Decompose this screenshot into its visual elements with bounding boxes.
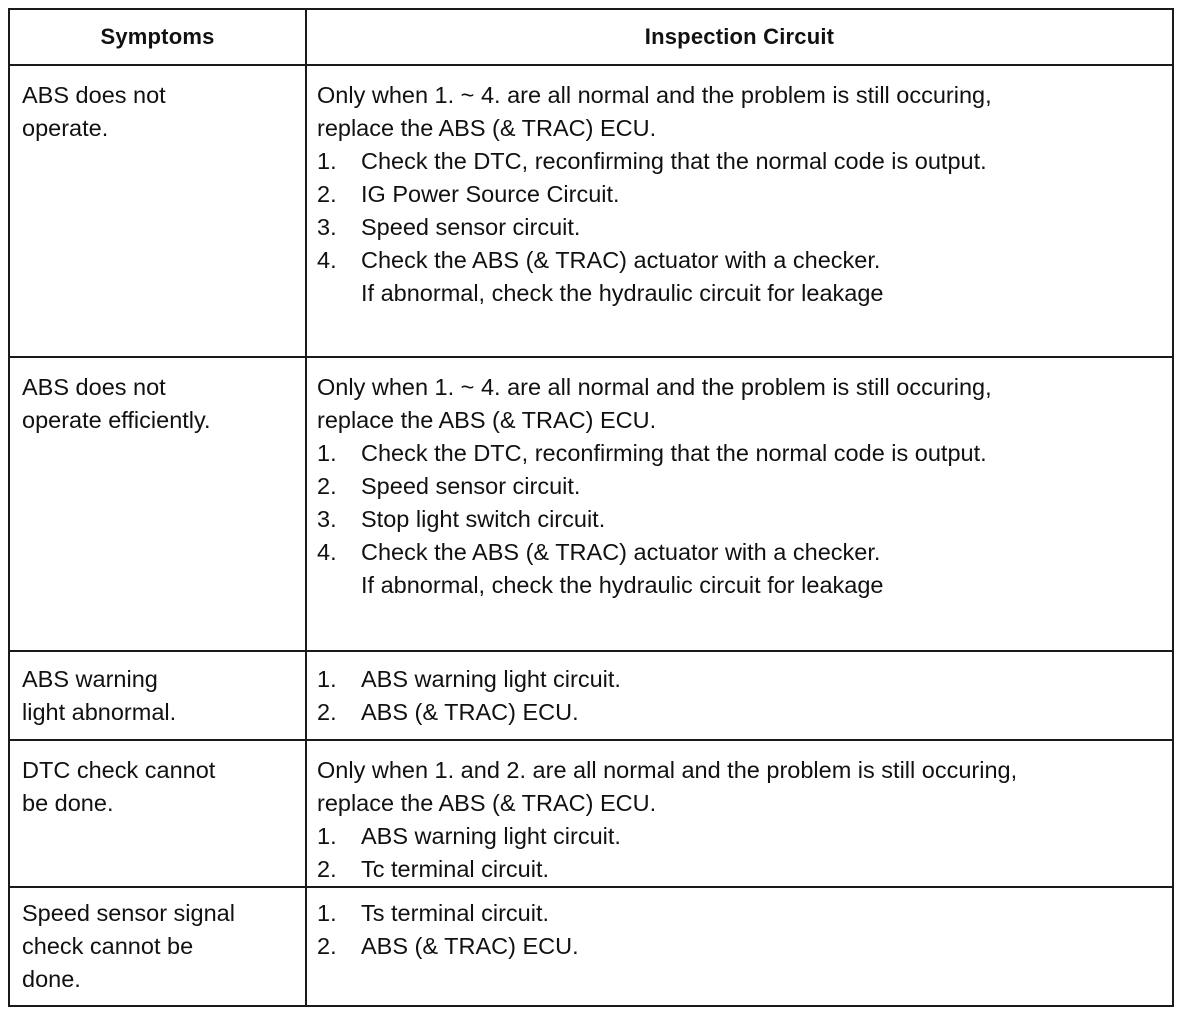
step-text-block [361, 178, 620, 211]
step-number: 4. [317, 539, 337, 565]
inspection-step [317, 244, 1162, 310]
step-number: 1. [317, 440, 337, 466]
inspection-intro-line: replace the ABS (& TRAC) ECU. [317, 407, 657, 433]
step-text: ABS warning light circuit. [361, 823, 621, 849]
symptom-cell [9, 65, 306, 357]
step-text: Ts terminal circuit. [361, 900, 550, 926]
step-text-block [361, 437, 987, 470]
step-text: ABS (& TRAC) ECU. [361, 699, 579, 725]
symptom-line: Speed sensor signal [22, 900, 235, 926]
inspection-step [317, 696, 1162, 729]
inspection-step [317, 145, 1162, 178]
header-inspection-circuit: Inspection Circuit [306, 9, 1173, 65]
step-subtext: If abnormal, check the hydraulic circuit for leakage [361, 572, 884, 598]
step-text-block [361, 853, 549, 886]
inspection-intro-line: Only when 1. ~ 4. are all normal and the problem is still occuring, [317, 82, 992, 108]
step-text-block [361, 930, 579, 963]
table-row [9, 651, 1173, 740]
inspection-cell [306, 357, 1173, 651]
inspection-cell [306, 651, 1173, 740]
step-text: Speed sensor circuit. [361, 214, 581, 240]
symptom-cell [9, 357, 306, 651]
inspection-step [317, 503, 1162, 536]
inspection-step [317, 663, 1162, 696]
step-number: 3. [317, 506, 337, 532]
inspection-intro-line: Only when 1. and 2. are all normal and the problem is still occuring, [317, 757, 1018, 783]
step-text-block [361, 663, 621, 696]
step-number: 3. [317, 214, 337, 240]
inspection-step [317, 211, 1162, 244]
step-number: 2. [317, 699, 337, 725]
step-text-block [361, 897, 549, 930]
symptom-line: ABS warning [22, 666, 158, 692]
inspection-step [317, 853, 1162, 886]
step-number: 4. [317, 247, 337, 273]
symptom-line: check cannot be [22, 933, 194, 959]
symptom-cell [9, 887, 306, 1006]
step-text-block [361, 145, 987, 178]
step-text: Check the DTC, reconfirming that the normal code is output. [361, 440, 987, 466]
table-body [9, 65, 1173, 1006]
inspection-step [317, 820, 1162, 853]
step-text-block [361, 820, 621, 853]
table-row [9, 357, 1173, 651]
symptom-line: be done. [22, 790, 114, 816]
inspection-step [317, 178, 1162, 211]
table-row [9, 65, 1173, 357]
symptom-line: DTC check cannot [22, 757, 216, 783]
step-text-block [361, 696, 579, 729]
table-header-row [9, 9, 1173, 65]
inspection-intro-line: replace the ABS (& TRAC) ECU. [317, 790, 657, 816]
inspection-step [317, 470, 1162, 503]
step-text: Stop light switch circuit. [361, 506, 606, 532]
symptom-line: operate efficiently. [22, 407, 211, 433]
symptom-cell [9, 740, 306, 887]
step-text: Check the ABS (& TRAC) actuator with a checker. [361, 539, 881, 565]
step-text: Check the ABS (& TRAC) actuator with a checker. [361, 247, 881, 273]
symptom-line: done. [22, 966, 81, 992]
inspection-step [317, 437, 1162, 470]
step-text: Tc terminal circuit. [361, 856, 550, 882]
inspection-intro-line: replace the ABS (& TRAC) ECU. [317, 115, 657, 141]
inspection-step [317, 930, 1162, 963]
step-number: 2. [317, 473, 337, 499]
step-text-block [361, 536, 883, 602]
step-text: Speed sensor circuit. [361, 473, 581, 499]
step-number: 1. [317, 823, 337, 849]
inspection-step [317, 536, 1162, 602]
step-number: 1. [317, 148, 337, 174]
step-number: 1. [317, 900, 337, 926]
symptom-cell [9, 651, 306, 740]
symptom-line: light abnormal. [22, 699, 177, 725]
header-symptoms: Symptoms [9, 9, 306, 65]
step-number: 2. [317, 181, 337, 207]
inspection-table [8, 8, 1174, 1007]
step-number: 1. [317, 666, 337, 692]
inspection-cell [306, 740, 1173, 887]
step-number: 2. [317, 856, 337, 882]
step-text-block [361, 470, 580, 503]
step-text-block [361, 211, 580, 244]
step-text: ABS warning light circuit. [361, 666, 621, 692]
step-text: ABS (& TRAC) ECU. [361, 933, 579, 959]
inspection-cell [306, 65, 1173, 357]
step-text: Check the DTC, reconfirming that the normal code is output. [361, 148, 987, 174]
step-text-block [361, 503, 605, 536]
step-text-block [361, 244, 883, 310]
step-subtext: If abnormal, check the hydraulic circuit for leakage [361, 280, 884, 306]
symptom-line: ABS does not [22, 374, 166, 400]
inspection-cell [306, 887, 1173, 1006]
inspection-intro-line: Only when 1. ~ 4. are all normal and the problem is still occuring, [317, 374, 992, 400]
table-row [9, 887, 1173, 1006]
table-row [9, 740, 1173, 887]
symptom-line: ABS does not [22, 82, 166, 108]
symptom-line: operate. [22, 115, 109, 141]
inspection-step [317, 897, 1162, 930]
step-text: IG Power Source Circuit. [361, 181, 620, 207]
step-number: 2. [317, 933, 337, 959]
